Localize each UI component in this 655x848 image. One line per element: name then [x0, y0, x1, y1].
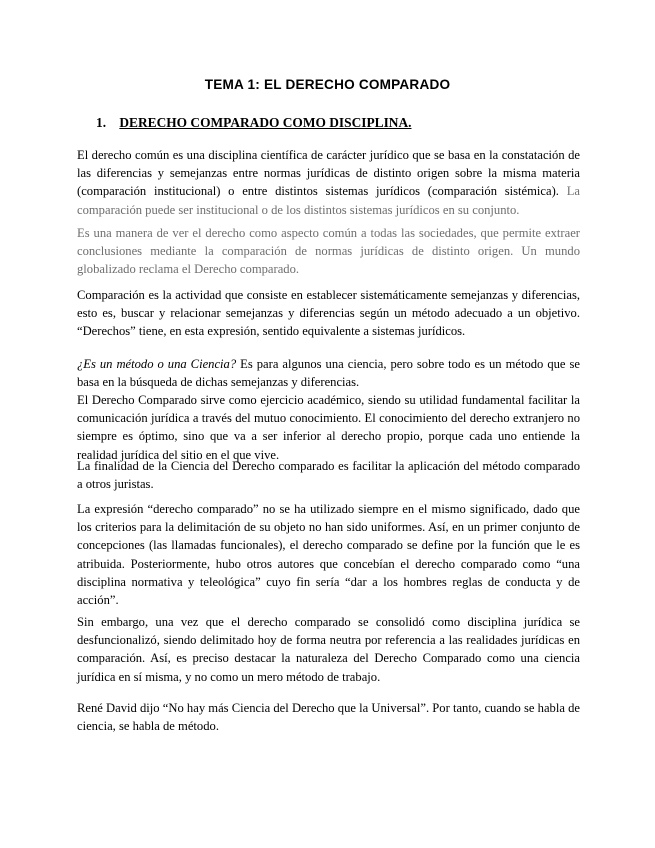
- paragraph-rene-david: René David dijo “No hay más Ciencia del Derecho que la Universal”. Por tanto, cuando se habla de ciencia, se habla de método.: [77, 701, 580, 734]
- paragraph-comparison: Comparación es la actividad que consiste en establecer sistemáticamente semejanzas y diferencias, esto es, buscar y relacionar semejanzas y diferencias según un método adecuado a un objetivo. “Derechos” tiene, en esta expresión, sentido equivalente a sistemas jurídicos.: [77, 288, 580, 339]
- paragraph-consolidation: Sin embargo, una vez que el derecho comparado se consolidó como disciplina jurídica se desfuncionalizó, siendo delimitado hoy de forma neutra por referencia a las realidades jurídicas en comparación. Así, es preciso destacar la naturaleza del Derecho Comparado como una ciencia jurídica en sí misma, y no como un mero método de trabajo.: [77, 615, 580, 684]
- section-heading-text: DERECHO COMPARADO COMO DISCIPLINA.: [119, 115, 412, 130]
- section-number: 1.: [96, 115, 107, 130]
- section-heading: [96, 115, 411, 131]
- paragraph-common-aspect: Es una manera de ver el derecho como aspecto común a todas las sociedades, que permite extraer conclusiones mediante la comparación de normas jurídicas de distinto origen. Un mundo globalizado reclama el Derecho comparado.: [77, 226, 580, 277]
- paragraph-definition: [77, 146, 580, 219]
- paragraph-definition-main: El derecho común es una disciplina científica de carácter jurídico que se basa en la constatación de las diferencias y semejanzas entre normas jurídicas de distinto origen sobre la misma materia (comparación institucional) o entre distintos sistemas jurídicos (comparación sistémica).: [77, 148, 580, 199]
- paragraph-purpose: La finalidad de la Ciencia del Derecho comparado es facilitar la aplicación del método comparado a otros juristas.: [77, 459, 580, 492]
- document-title: TEMA 1: EL DERECHO COMPARADO: [204, 77, 451, 92]
- paragraph-method-question: [77, 355, 580, 391]
- method-answer: Es para algunos una ciencia, pero sobre todo es un método que se basa en la búsqueda de dichas semejanzas y diferencias.: [77, 357, 580, 390]
- paragraph-definition-note: La comparación puede ser institucional o de los distintos sistemas jurídicos en su conjunto.: [77, 184, 580, 217]
- paragraph-academic-exercise: El Derecho Comparado sirve como ejercicio académico, siendo su utilidad fundamental facilitar la comunicación jurídica a través del mutuo conocimiento. El conocimiento del derecho extranjero no siempre es óptimo, sino que va a ser inferior al derecho propio, porque cada uno entiende la realidad jurídica del sitio en el que vive.: [77, 393, 580, 462]
- paragraph-expression: La expresión “derecho comparado” no se ha utilizado siempre en el mismo significado, dado que los criterios para la delimitación de su objeto no han sido uniformes. Así, en un primer conjunto de concepciones (las llamadas funcionales), el derecho comparado se define por la función que le es atribuida. Posteriormente, hubo otros autores que concebían el derecho comparado como “una disciplina normativa y teleológica” cuyo fin sería “dar a los hombres reglas de conducta y de acción”.: [77, 502, 580, 608]
- method-question: ¿Es un método o una Ciencia?: [77, 357, 237, 371]
